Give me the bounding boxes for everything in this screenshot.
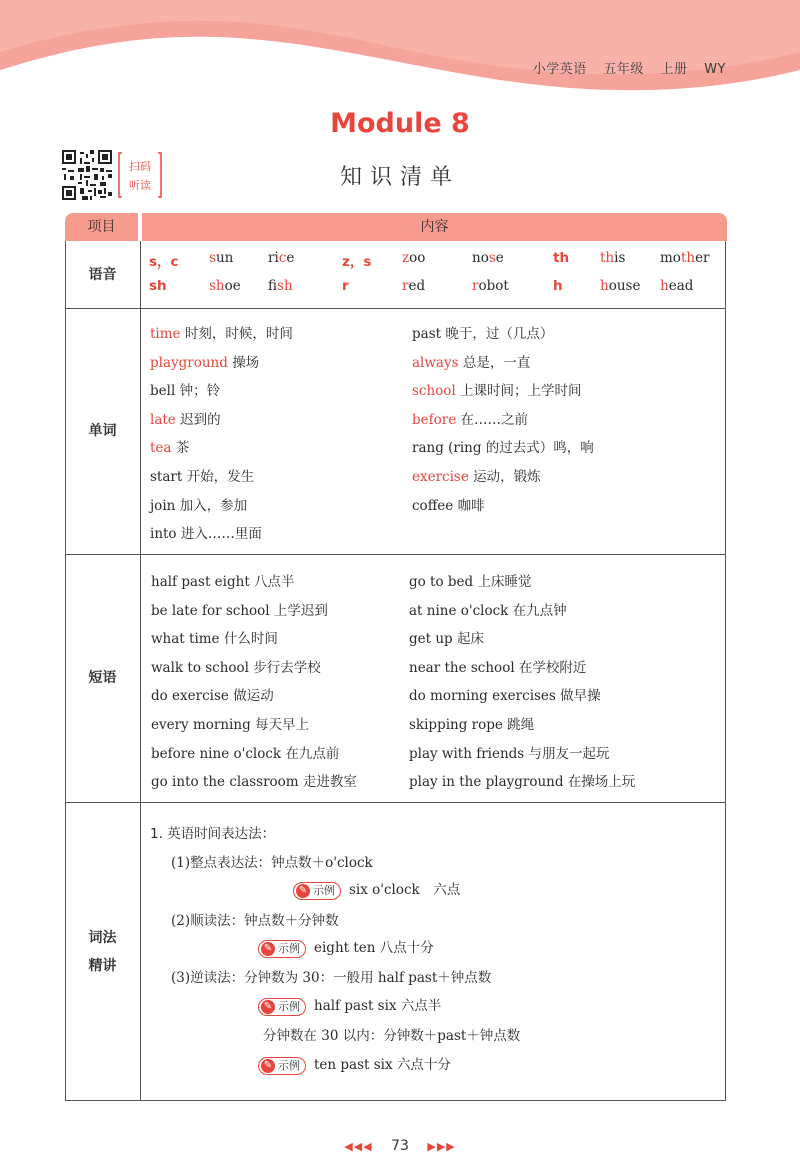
word-english: playground: [150, 354, 228, 371]
phonics-word: zoo: [402, 250, 426, 266]
pencil-icon: ✎: [261, 1000, 275, 1014]
word-highlight: s: [209, 250, 216, 266]
example-badge-label: 示例: [278, 941, 300, 955]
grammar-point-2: (2)顺读法：钟点数＋分钟数: [171, 913, 339, 929]
word-chinese: 晚于，过（几点）: [445, 326, 554, 342]
word-highlight: z: [402, 250, 410, 266]
phrase-entry: do exercise 做运动: [151, 688, 274, 705]
word-chinese: 开始，发生: [186, 469, 255, 485]
word-chinese: 操场: [232, 354, 260, 371]
word-english: always: [412, 354, 459, 371]
word-highlight: r: [402, 278, 409, 294]
example-badge: [258, 1057, 306, 1075]
word-highlight: h: [660, 278, 669, 294]
phonics-word: mother: [660, 250, 710, 266]
next-arrows-icon[interactable]: ▶▶▶: [427, 1140, 456, 1153]
word-entry: [150, 494, 247, 514]
word-english: school: [412, 383, 456, 400]
pencil-icon: ✎: [261, 942, 275, 956]
word-chinese: 时刻，时候，时间: [184, 326, 293, 342]
example-badge: [258, 940, 306, 958]
word-highlight: sh: [277, 278, 293, 294]
grammar-point-1: (1)整点表达法：钟点数＋o'clock: [171, 855, 373, 871]
phrase-entry: at nine o'clock 在九点钟: [409, 602, 567, 619]
phonics-letters: sh: [149, 278, 167, 294]
word-highlight: th: [600, 250, 615, 266]
word-highlight: th: [680, 250, 696, 266]
phonics-letters: th: [553, 250, 570, 266]
series-grade: 五年级: [603, 62, 644, 77]
word-entry: [412, 465, 541, 485]
words-row: [65, 308, 726, 555]
phrase-entry: near the school 在学校附近: [409, 659, 587, 676]
phonics-word: head: [660, 278, 694, 294]
phrase-entry: what time 什么时间: [151, 631, 278, 648]
qr-code-icon[interactable]: [62, 150, 112, 200]
word-chinese: 加入，参加: [179, 497, 248, 514]
example-text: six o'clock 六点: [349, 882, 461, 898]
word-entry: [412, 322, 553, 342]
page-footer: [0, 1138, 800, 1154]
phonics-letters: h: [553, 278, 563, 294]
phrase-entry: be late for school 上学迟到: [151, 602, 328, 619]
grammar-label-1: 词法: [88, 929, 117, 946]
pencil-icon: ✎: [261, 1059, 275, 1073]
word-chinese: (ring 的过去式）鸣，响: [448, 440, 594, 457]
word-highlight: c: [278, 250, 287, 266]
word-entry: [150, 522, 262, 542]
word-highlight: r: [472, 278, 479, 294]
word-english: bell: [150, 383, 176, 400]
word-entry: [150, 351, 259, 371]
phonics-word: fish: [268, 278, 293, 294]
prev-arrows-icon[interactable]: ◀◀◀: [344, 1140, 373, 1153]
example-badge-label: 示例: [278, 1058, 300, 1072]
scan-to-listen-badge[interactable]: [117, 151, 163, 199]
word-chinese: 钟；铃: [179, 383, 221, 400]
phrase-entry: every morning 每天早上: [151, 717, 309, 733]
phrase-entry: do morning exercises 做早操: [409, 688, 601, 705]
phonics-letters: s，c: [149, 254, 179, 270]
series-subject: 小学英语: [532, 62, 587, 77]
word-english: late: [150, 411, 176, 428]
word-english: start: [150, 469, 183, 485]
header-item: 项目: [65, 213, 138, 241]
example-badge: [258, 998, 306, 1016]
example-text: half past six 六点半: [314, 998, 442, 1014]
word-chinese: 上课时间；上学时间: [460, 383, 582, 400]
phrase-entry: walk to school 步行去学校: [151, 659, 321, 676]
word-chinese: 迟到的: [180, 411, 221, 428]
listen-label: 听读: [129, 179, 151, 192]
phonics-word: sun: [209, 250, 234, 266]
scan-label: 扫码: [129, 160, 151, 173]
example-3: [258, 994, 441, 1016]
grammar-label-2: 精讲: [88, 957, 117, 974]
word-english: join: [150, 497, 176, 514]
word-english: tea: [150, 440, 172, 457]
series-edition: WY: [704, 62, 726, 77]
word-entry: [412, 351, 530, 371]
module-title: Module 8: [330, 108, 470, 139]
series-volume: 上册: [660, 62, 688, 77]
phonics-word: shoe: [209, 278, 241, 294]
phonics-word: nose: [472, 250, 504, 266]
words-label: 单词: [65, 308, 141, 554]
grammar-point-4: 分钟数在 30 以内：分钟数＋past＋钟点数: [263, 1028, 521, 1044]
example-badge-label: 示例: [313, 883, 335, 897]
word-english: rang: [412, 440, 444, 457]
phrase-entry: play with friends 与朋友一起玩: [409, 745, 610, 762]
word-chinese: 总是，一直: [462, 354, 531, 371]
word-entry: [412, 494, 485, 514]
example-badge: [293, 882, 341, 900]
word-entry: [150, 379, 220, 399]
phonics-letters: z，s: [342, 254, 372, 270]
top-banner: [0, 0, 800, 100]
word-highlight: sh: [209, 278, 225, 294]
phonics-word: robot: [472, 278, 509, 294]
word-english: past: [412, 326, 442, 342]
word-english: time: [150, 326, 181, 342]
word-highlight: s: [488, 250, 496, 266]
word-entry: [412, 408, 528, 428]
phrase-entry: before nine o'clock 在九点前: [151, 745, 340, 762]
example-4: [258, 1053, 451, 1075]
word-english: into: [150, 526, 177, 543]
word-chinese: 在……之前: [460, 411, 528, 428]
word-english: exercise: [412, 469, 469, 485]
example-text: ten past six 六点十分: [314, 1057, 451, 1073]
word-entry: [150, 465, 254, 485]
word-english: coffee: [412, 497, 454, 514]
phrase-entry: play in the playground 在操场上玩: [409, 774, 636, 791]
pencil-icon: ✎: [296, 884, 310, 898]
grammar-label: [65, 802, 141, 1101]
word-chinese: 进入……里面: [180, 526, 262, 543]
phrase-entry: go into the classroom 走进教室: [151, 774, 357, 791]
phrase-entry: go to bed 上床睡觉: [409, 574, 532, 590]
phonics-word: house: [600, 278, 641, 294]
table-header: [65, 213, 727, 241]
phonics-word: rice: [268, 250, 295, 266]
header-content: 内容: [142, 213, 727, 241]
phrases-row: [65, 554, 726, 803]
phonics-letters: r: [342, 278, 349, 294]
knowledge-table: [65, 213, 727, 241]
phonics-label: 语音: [65, 241, 141, 308]
word-entry: [412, 379, 582, 399]
book-series-label: [521, 58, 726, 77]
page-number: 73: [391, 1138, 409, 1154]
grammar-point-3: (3)逆读法：分钟数为 30：一般用 half past＋钟点数: [171, 970, 492, 986]
example-badge-label: 示例: [278, 999, 300, 1013]
word-entry: [150, 322, 293, 342]
phonics-word: this: [600, 250, 626, 266]
phrase-entry: half past eight 八点半: [151, 574, 295, 590]
section-title: 知识清单: [339, 165, 460, 190]
grammar-heading: 1. 英语时间表达法：: [150, 826, 276, 842]
example-2: [258, 936, 434, 958]
word-entry: [412, 436, 594, 456]
example-1: [293, 878, 460, 900]
word-chinese: 咖啡: [457, 497, 485, 514]
phrases-label: 短语: [65, 554, 141, 802]
word-entry: [150, 408, 221, 428]
phrase-entry: get up 起床: [409, 631, 484, 648]
phrase-entry: skipping rope 跳绳: [409, 717, 535, 733]
phonics-word: red: [402, 278, 426, 294]
word-highlight: h: [600, 278, 609, 294]
word-entry: [150, 436, 189, 456]
word-chinese: 茶: [175, 440, 190, 457]
word-chinese: 运动，锻炼: [473, 469, 541, 485]
word-english: before: [412, 411, 457, 428]
example-text: eight ten 八点十分: [314, 940, 434, 956]
